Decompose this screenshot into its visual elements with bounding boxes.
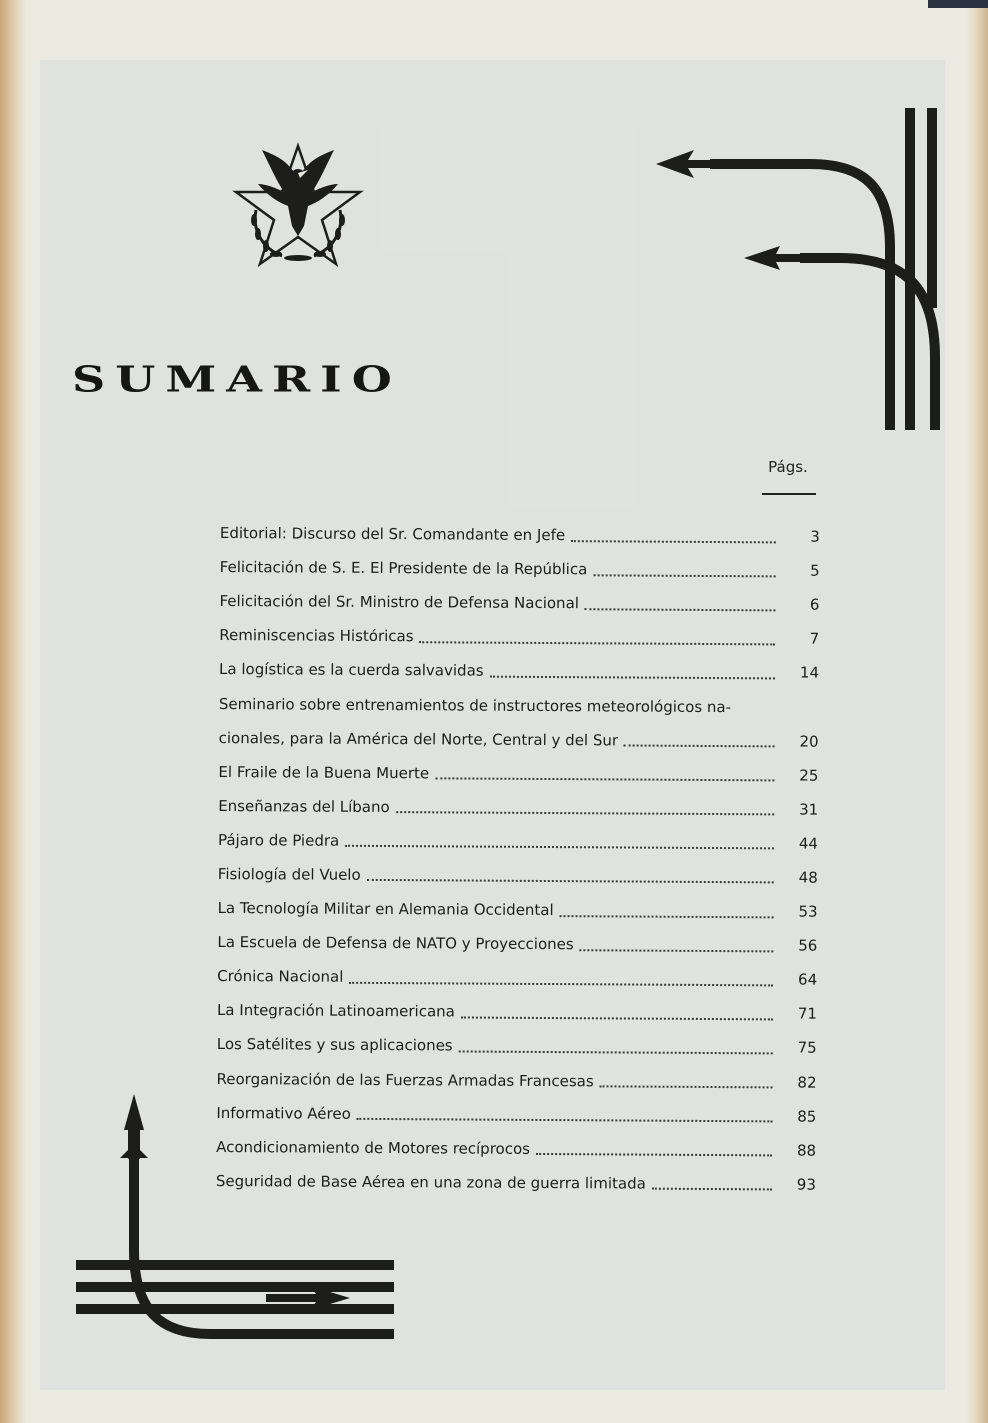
toc-entry <box>220 550 820 588</box>
toc-entry-page: 20 <box>799 732 819 751</box>
toc-entry-page: 56 <box>798 936 818 955</box>
toc-entry-title: Felicitación de S. E. El Presidente de la República <box>219 558 588 579</box>
toc-entry-title: Felicitación del Sr. Ministro de Defensa Nacional <box>219 592 580 613</box>
toc-entry-page: 5 <box>810 561 820 580</box>
toc-entry-title: La Escuela de Defensa de NATO y Proyecciones <box>217 933 574 954</box>
toc-entry <box>218 857 818 895</box>
toc-leader-dots <box>461 1015 773 1020</box>
toc-leader-dots <box>652 1187 772 1191</box>
toc-leader-dots <box>536 1152 772 1156</box>
toc-entry-title: Crónica Nacional <box>217 967 344 987</box>
toc-entry-title: Reorganización de las Fuerzas Armadas Francesas <box>216 1069 594 1090</box>
toc-leader-dots <box>490 675 775 680</box>
toc-entry-title: Informativo Aéreo <box>216 1103 351 1123</box>
toc-entry-title: Pájaro de Piedra <box>217 830 340 850</box>
toc-entry <box>216 1164 816 1202</box>
toc-entry-page: 53 <box>798 902 818 921</box>
toc-leader-dots <box>585 607 776 611</box>
page-title: SUMARIO <box>72 357 402 401</box>
toc-entry-title: cionales, para la América del Norte, Central y del Sur <box>218 728 619 750</box>
toc-entry-page: 93 <box>796 1175 816 1194</box>
pages-column-header: Págs. <box>768 458 808 476</box>
toc-entry-page: 48 <box>798 868 818 887</box>
toc-entry <box>217 925 817 963</box>
toc-entry <box>219 686 819 724</box>
toc-entry-title: Reminiscencias Históricas <box>219 626 414 646</box>
toc-entry <box>219 584 819 622</box>
toc-leader-dots <box>357 1117 773 1123</box>
toc-entry <box>217 993 817 1031</box>
pages-column-rule <box>762 493 816 495</box>
toc-leader-dots <box>580 948 774 952</box>
toc-entry-page: 31 <box>799 800 819 819</box>
toc-entry-page: 75 <box>797 1038 817 1058</box>
toc-leader-dots <box>624 744 775 748</box>
toc-leader-dots <box>367 878 774 883</box>
toc-entry-title: La Integración Latinoamericana <box>216 1001 455 1021</box>
page-edge-left <box>0 0 26 1423</box>
rocket-arrows-icon <box>650 108 970 438</box>
toc-entry <box>216 1061 816 1099</box>
toc-leader-dots <box>600 1084 773 1088</box>
toc-leader-dots <box>420 640 776 645</box>
toc-leader-dots <box>396 810 775 815</box>
toc-entry <box>218 823 818 861</box>
toc-entry-title: Enseñanzas del Líbano <box>218 796 390 816</box>
toc-leader-dots <box>435 777 774 782</box>
toc-leader-dots <box>459 1049 773 1054</box>
toc-entry <box>220 516 820 554</box>
toc-entry <box>217 959 817 997</box>
toc-entry-page: 64 <box>798 970 818 989</box>
toc-entry-title: El Fraile de la Buena Muerte <box>218 762 430 782</box>
toc-entry <box>219 618 819 656</box>
toc-entry <box>217 1027 817 1065</box>
toc-entry-page: 3 <box>810 527 820 546</box>
toc-leader-dots <box>349 981 773 987</box>
toc-entry-title: Seguridad de Base Aérea en una zona de guerra limitada <box>215 1171 646 1193</box>
toc-entry <box>218 789 818 827</box>
toc-entry-page: 71 <box>797 1004 818 1024</box>
table-of-contents <box>216 516 820 1202</box>
air-force-eagle-star-emblem-icon <box>232 140 364 268</box>
toc-entry-title: La logística es la cuerda salvavidas <box>219 660 484 681</box>
toc-entry-title: Los Satélites y sus aplicaciones <box>216 1035 453 1055</box>
toc-entry-title: Acondicionamiento de Motores recíprocos <box>216 1137 531 1158</box>
toc-entry-title: La Tecnología Militar en Alemania Occidental <box>217 899 554 920</box>
toc-entry <box>219 721 819 759</box>
toc-entry-page: 44 <box>798 834 819 853</box>
toc-entry-page: 7 <box>809 629 820 648</box>
toc-entry <box>219 652 819 690</box>
toc-leader-dots <box>593 573 775 577</box>
toc-entry <box>216 1130 816 1168</box>
toc-leader-dots <box>571 539 776 543</box>
toc-entry-page: 14 <box>799 663 820 683</box>
toc-entry-title: Editorial: Discurso del Sr. Comandante en Jefe <box>219 524 566 545</box>
toc-entry <box>216 1096 816 1134</box>
toc-entry <box>218 755 818 793</box>
toc-entry-page: 85 <box>797 1107 817 1126</box>
toc-entry-page: 82 <box>797 1073 817 1092</box>
toc-entry-page: 25 <box>799 766 819 785</box>
toc-leader-dots <box>345 844 774 850</box>
toc-entry-title: Fisiología del Vuelo <box>217 864 361 884</box>
toc-entry-page: 6 <box>809 595 820 614</box>
toc-entry <box>218 891 818 929</box>
toc-leader-dots <box>560 914 774 918</box>
page-corner <box>928 0 988 8</box>
toc-entry-title: Seminario sobre entrenamientos de instructores meteorológicos na- <box>218 694 732 716</box>
toc-entry-page: 88 <box>796 1141 817 1160</box>
